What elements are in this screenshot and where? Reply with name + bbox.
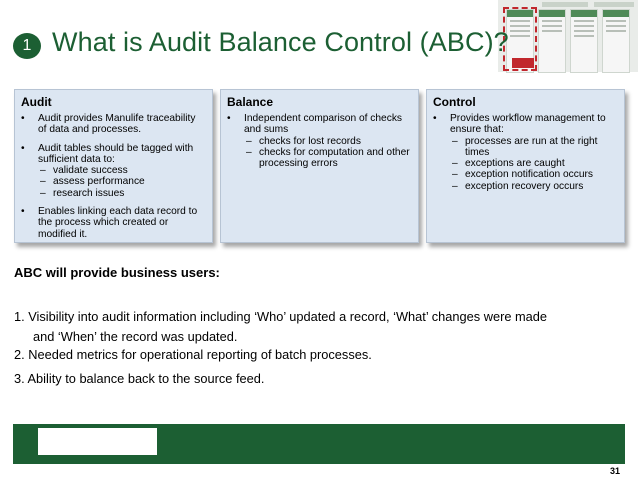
audit-sub-bullet: – research issues <box>21 188 206 199</box>
page-number: 31 <box>609 466 620 476</box>
audit-sub-bullet: – validate success <box>21 165 206 176</box>
audit-bullet: • Enables linking each data record to the process which created or modified it. <box>21 206 206 240</box>
control-sub-bullet: – exception recovery occurs <box>433 181 618 192</box>
audit-bullet: • Audit tables should be tagged with sufficient data to: <box>21 143 206 166</box>
balance-box <box>220 89 419 243</box>
audit-box <box>14 89 213 243</box>
balance-heading: Balance <box>227 95 274 109</box>
thumbnail-column-scheduler <box>538 9 566 73</box>
thumbnail-column-exception-handler <box>570 9 598 73</box>
thumbnail-header-batch-services <box>542 2 588 7</box>
body-heading: ABC will provide business users: <box>14 265 220 280</box>
thumbnail-header-etl-services <box>594 2 634 7</box>
body-point-2: 2. Needed metrics for operational reporting of batch processes. <box>14 347 372 362</box>
control-sub-bullet: – processes are run at the right times <box>433 136 618 159</box>
control-sub-bullet: – exceptions are caught <box>433 158 618 169</box>
slide-title: What is Audit Balance Control (ABC)? <box>52 27 509 57</box>
body-point-1-continued: and ‘When’ the record was updated. <box>33 329 238 344</box>
body-point-3: 3. Ability to balance back to the source feed. <box>14 371 265 386</box>
audit-sub-bullet: – assess performance <box>21 176 206 187</box>
control-bullet: • Provides workflow management to ensure that: <box>433 113 618 136</box>
audit-heading: Audit <box>21 95 52 109</box>
section-number-badge: 1 <box>13 33 41 59</box>
balance-bullet: • Independent comparison of checks and sums <box>227 113 412 136</box>
control-box <box>426 89 625 243</box>
balance-sub-bullet: – checks for computation and other processing errors <box>227 147 412 170</box>
thumbnail-column-etl-parameters <box>602 9 630 73</box>
balance-sub-bullet: – checks for lost records <box>227 136 412 147</box>
thumbnail-red-marker <box>512 58 534 68</box>
control-sub-bullet: – exception notification occurs <box>433 169 618 180</box>
logo-placeholder <box>38 428 157 455</box>
control-heading: Control <box>433 95 476 109</box>
body-point-1: 1. Visibility into audit information including ‘Who’ updated a record, ‘What’ changes were made <box>14 309 548 324</box>
audit-bullet: • Audit provides Manulife traceability of data and processes. <box>21 113 206 136</box>
